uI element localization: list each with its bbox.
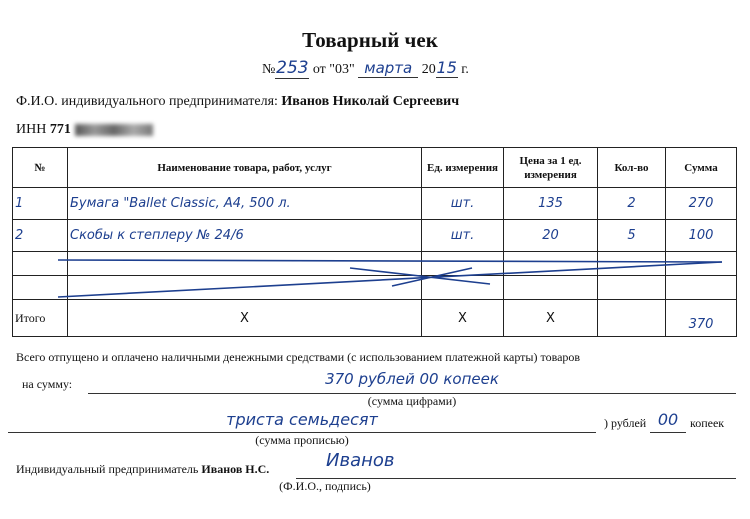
amount-words-caption: (сумма прописью) (255, 433, 349, 447)
signature-label: Индивидуальный предприниматель (16, 462, 199, 476)
header-sum: Сумма (666, 148, 737, 188)
total-label: Итого (13, 300, 68, 337)
signature-line (16, 462, 269, 477)
owner-name: Иванов Николай Сергеевич (281, 94, 460, 109)
year: 15 (436, 58, 457, 77)
owner-label: Ф.И.О. индивидуального предпринимателя: (16, 94, 278, 109)
amount-label: на сумму: (22, 377, 73, 391)
items-table (12, 147, 737, 337)
total-name-x: X (68, 300, 422, 337)
owner-line (16, 94, 459, 110)
header-name: Наименование товара, работ, услуг (68, 148, 422, 188)
day: "03" (329, 62, 355, 77)
empty-row (13, 252, 737, 276)
inn-redacted-blur (75, 124, 153, 136)
row-2-sum: 100 (666, 220, 737, 252)
kopecks: 00 (657, 410, 679, 429)
inn-line (16, 122, 153, 138)
row-1-unit: шт. (422, 188, 504, 220)
table-row (13, 188, 737, 220)
amount-digits: 370 рублей 00 копеек (325, 370, 499, 388)
total-price-x: X (504, 300, 598, 337)
released-text: Всего отпущено и оплачено наличными денежными средствами (с использованием платежной карты) товаров (16, 350, 581, 364)
header-qty: Кол-во (598, 148, 666, 188)
receipt-number: 253 (276, 58, 309, 78)
row-2-unit: шт. (422, 220, 504, 252)
from-label: от (312, 62, 326, 77)
year-suffix: г. (461, 62, 469, 77)
receipt-number-date-line (262, 58, 469, 79)
inn-label: ИНН (16, 122, 47, 137)
header-unit: Ед. измерения (422, 148, 504, 188)
amount-digits-caption: (сумма цифрами) (367, 394, 457, 408)
total-sum: 370 (666, 300, 737, 337)
row-1-sum: 270 (666, 188, 737, 220)
table-row (13, 220, 737, 252)
row-1-num: 1 (13, 188, 68, 220)
amount-words: триста семьдесят (226, 410, 378, 429)
document-title: Товарный чек (302, 28, 438, 52)
kop-suffix: копеек (690, 416, 725, 430)
table-header-row (13, 148, 737, 188)
row-1-qty: 2 (598, 188, 666, 220)
total-unit-x: X (422, 300, 504, 337)
number-sign: № (262, 62, 276, 77)
inn-value: 771 (49, 122, 71, 137)
row-2-price: 20 (504, 220, 598, 252)
empty-row (13, 276, 737, 300)
year-prefix: 20 (421, 62, 436, 77)
row-1-name: Бумага "Ballet Classic, A4, 500 л. (68, 188, 422, 220)
signature-name: Иванов Н.С. (201, 462, 270, 476)
row-2-name: Скобы к степлеру № 24/6 (68, 220, 422, 252)
kop-line (650, 432, 686, 433)
row-2-num: 2 (13, 220, 68, 252)
handwritten-signature: Иванов (326, 450, 395, 471)
row-2-qty: 5 (598, 220, 666, 252)
header-num: № (13, 148, 68, 188)
total-row (13, 300, 737, 337)
rubles-suffix: ) рублей (604, 416, 647, 430)
signature-caption: (Ф.И.О., подпись) (279, 479, 371, 493)
month: марта (358, 59, 418, 78)
header-price: Цена за 1 ед. измерения (504, 148, 598, 188)
row-1-price: 135 (504, 188, 598, 220)
